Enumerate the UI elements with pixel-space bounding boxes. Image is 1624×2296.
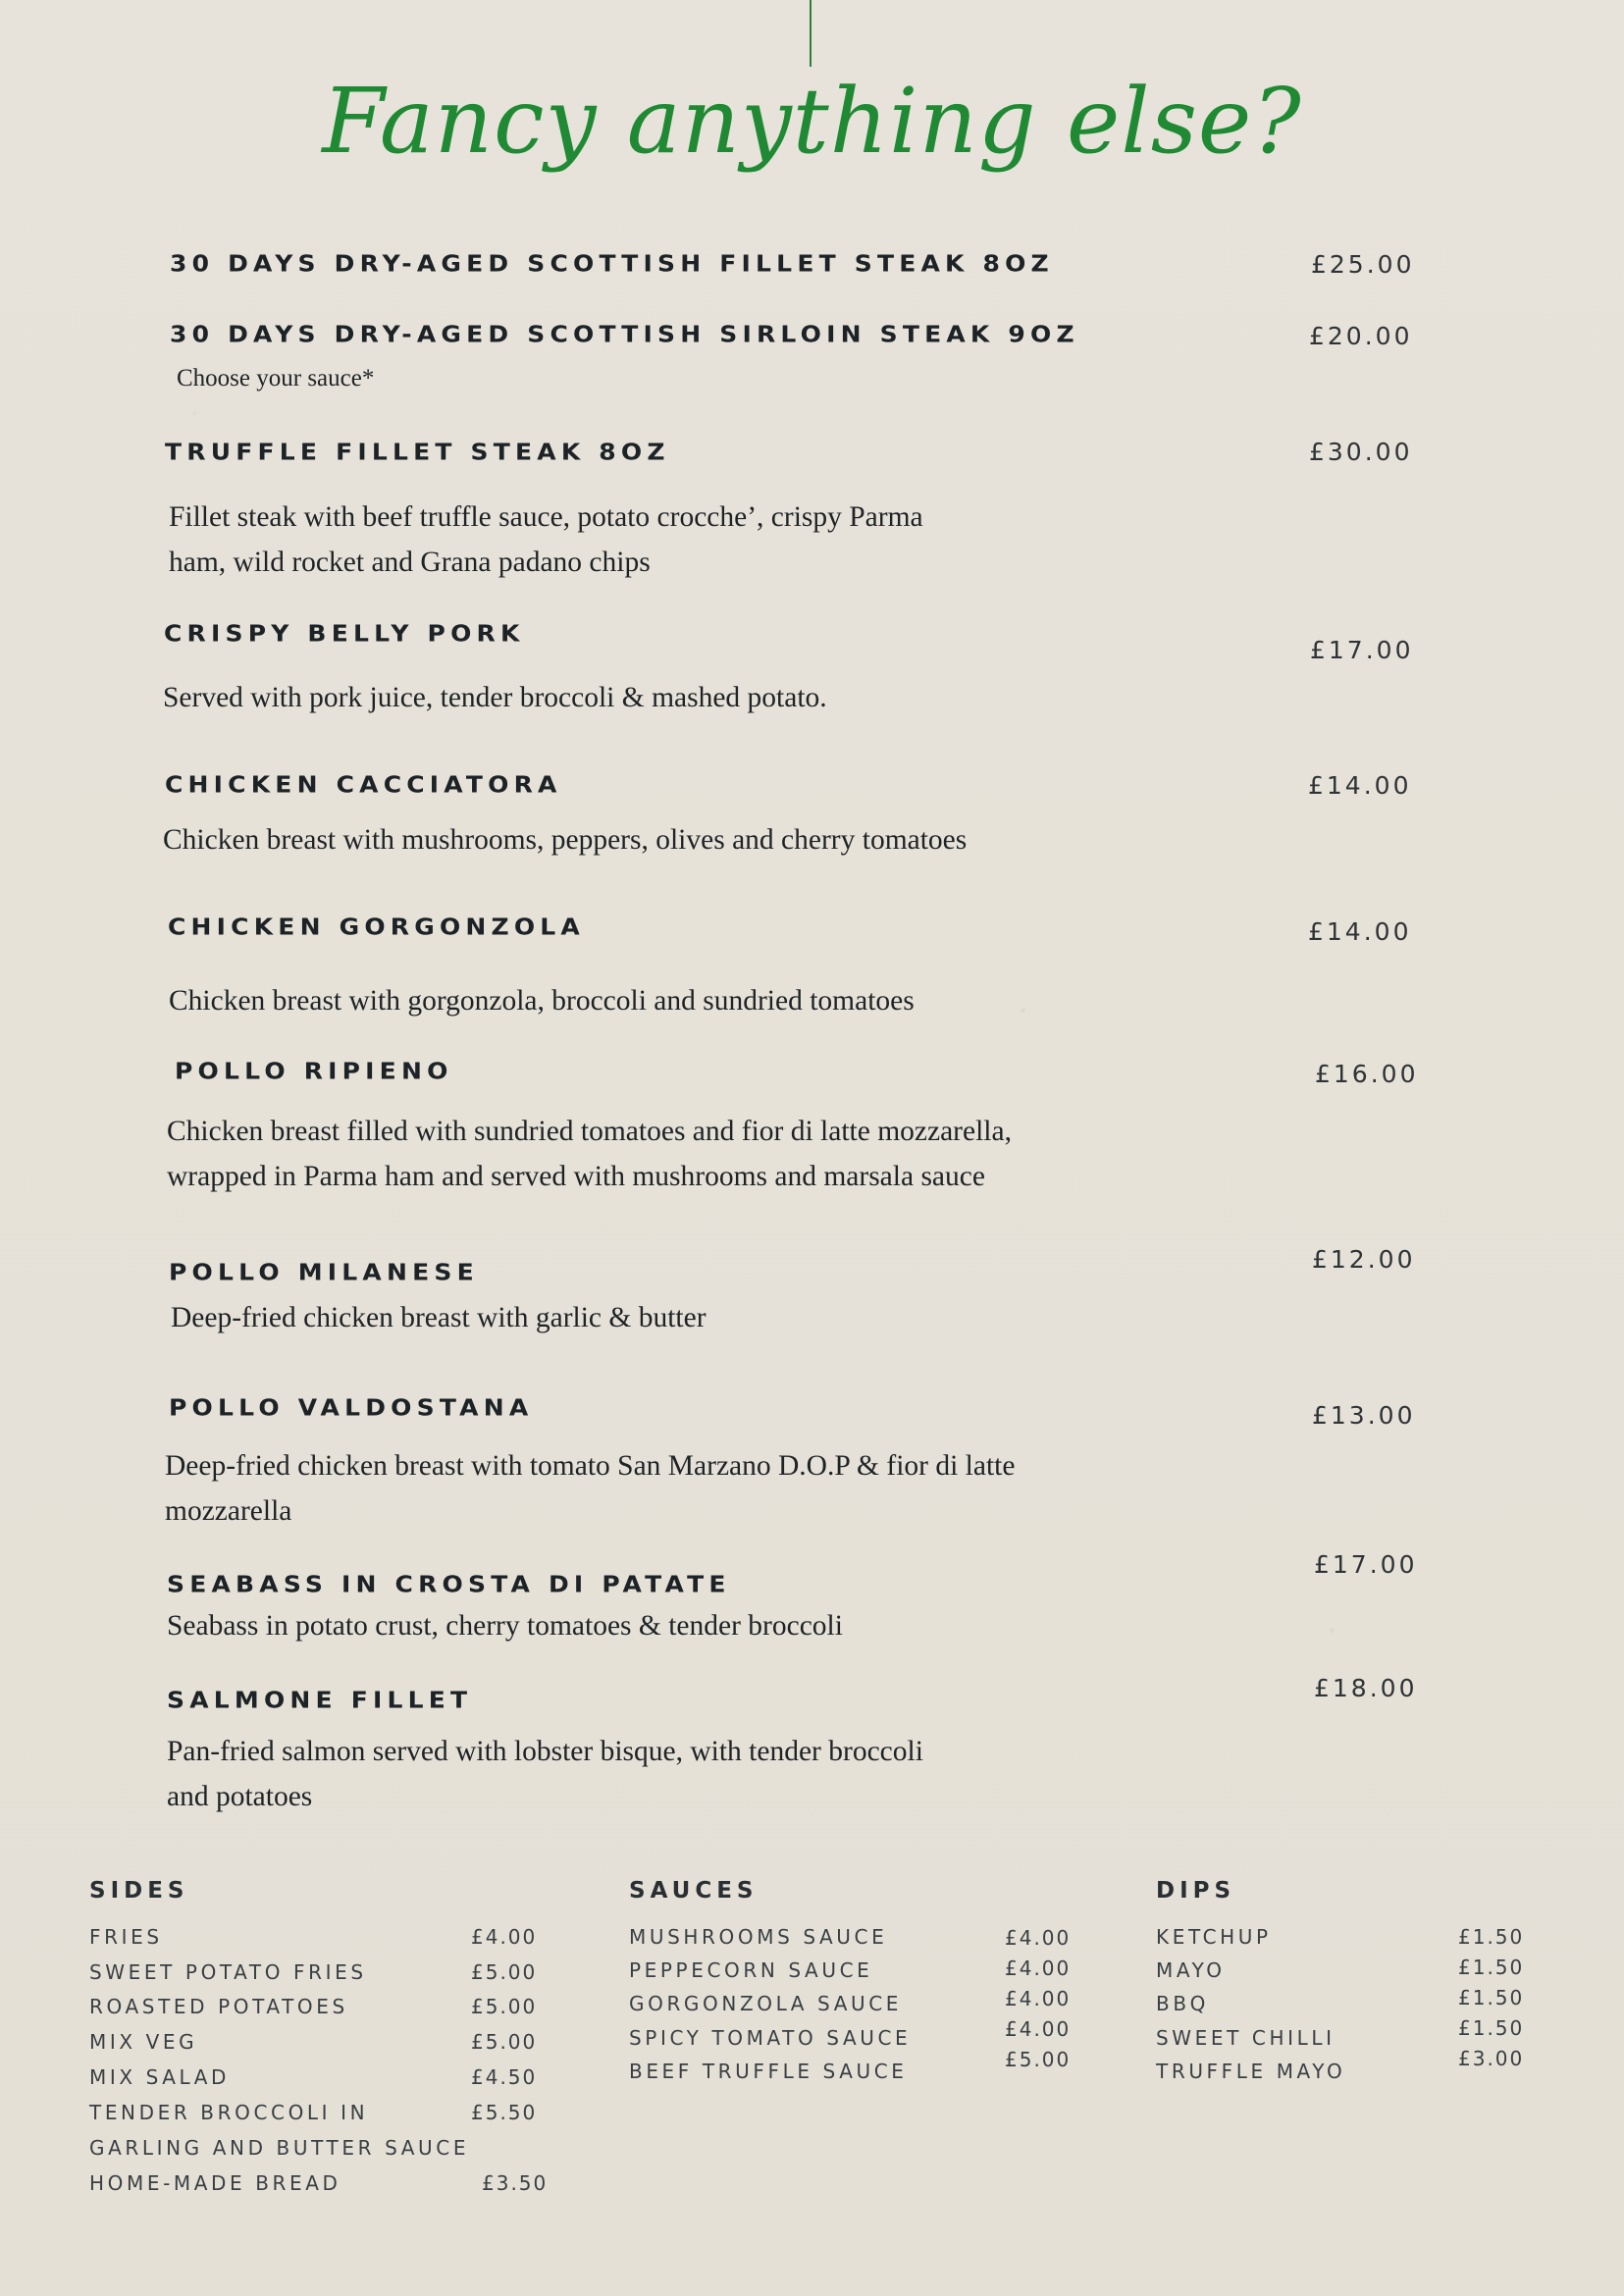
side-price: £5.00 bbox=[471, 2030, 538, 2054]
item-name-seabass: SEABASS IN CROSTA DI PATATE bbox=[167, 1571, 731, 1597]
dip-item: BBQ bbox=[1156, 1992, 1209, 2015]
item-name-chicken-gorgonzola: CHICKEN GORGONZOLA bbox=[168, 913, 585, 940]
dip-price: £1.50 bbox=[1458, 1956, 1525, 1979]
side-item: MIX VEG bbox=[89, 2030, 198, 2054]
sauce-price: £4.00 bbox=[1005, 1926, 1072, 1950]
sauce-price: £4.00 bbox=[1005, 2017, 1072, 2041]
item-price-chicken-gorgonzola: £14.00 bbox=[1308, 917, 1412, 946]
item-desc-chicken-cacciatora: Chicken breast with mushrooms, peppers, olives and cherry tomatoes bbox=[163, 824, 968, 856]
dips-heading: DIPS bbox=[1156, 1878, 1236, 1904]
dip-item: SWEET CHILLI bbox=[1156, 2026, 1336, 2050]
side-price: £4.50 bbox=[471, 2065, 538, 2089]
dip-price: £1.50 bbox=[1458, 2016, 1525, 2040]
sauce-price: £4.00 bbox=[1005, 1987, 1072, 2010]
item-desc-salmone-fillet: Pan-fried salmon served with lobster bisque, with tender broccoli bbox=[167, 1736, 923, 1767]
side-item: GARLING AND BUTTER SAUCE bbox=[89, 2136, 470, 2160]
sauce-item: PEPPECORN SAUCE bbox=[629, 1958, 873, 1982]
item-desc-salmone-fillet-2: and potatoes bbox=[167, 1781, 313, 1812]
item-name-pollo-ripieno: POLLO RIPIENO bbox=[175, 1058, 453, 1084]
item-desc-pollo-milanese: Deep-fried chicken breast with garlic & butter bbox=[171, 1302, 707, 1333]
side-item: ROASTED POTATOES bbox=[89, 1995, 348, 2018]
side-item: FRIES bbox=[89, 1925, 163, 1949]
dip-price: £1.50 bbox=[1458, 1925, 1525, 1949]
sauces-heading: SAUCES bbox=[629, 1878, 759, 1904]
sauce-item: SPICY TOMATO SAUCE bbox=[629, 2026, 912, 2050]
sauce-note: Choose your sauce* bbox=[177, 365, 375, 391]
item-price-fillet-steak: £25.00 bbox=[1311, 250, 1415, 279]
side-price: £4.00 bbox=[471, 1925, 538, 1949]
item-price-chicken-cacciatora: £14.00 bbox=[1308, 771, 1412, 800]
side-price: £5.00 bbox=[471, 1995, 538, 2018]
dip-item: MAYO bbox=[1156, 1958, 1226, 1982]
sauce-price: £5.00 bbox=[1005, 2048, 1072, 2071]
item-desc-truffle-fillet: Fillet steak with beef truffle sauce, potato crocche’, crispy Parma bbox=[169, 501, 923, 533]
dip-item: TRUFFLE MAYO bbox=[1156, 2060, 1346, 2083]
dip-price: £1.50 bbox=[1458, 1986, 1525, 2009]
sauce-item: GORGONZOLA SAUCE bbox=[629, 1992, 903, 2015]
item-desc-pollo-valdostana: Deep-fried chicken breast with tomato San Marzano D.O.P & fior di latte bbox=[165, 1450, 1016, 1482]
side-price: £5.50 bbox=[471, 2101, 538, 2124]
dip-item: KETCHUP bbox=[1156, 1925, 1272, 1949]
item-name-fillet-steak: 30 DAYS DRY-AGED SCOTTISH FILLET STEAK 8OZ bbox=[170, 250, 1054, 277]
item-price-sirloin-steak: £20.00 bbox=[1309, 322, 1413, 350]
item-price-belly-pork: £17.00 bbox=[1310, 636, 1414, 664]
side-item: TENDER BROCCOLI IN bbox=[89, 2101, 369, 2124]
item-desc-truffle-fillet-2: ham, wild rocket and Grana padano chips bbox=[169, 547, 651, 578]
item-name-pollo-valdostana: POLLO VALDOSTANA bbox=[169, 1394, 534, 1421]
item-desc-pollo-ripieno-2: wrapped in Parma ham and served with mushrooms and marsala sauce bbox=[167, 1161, 985, 1192]
page-title: Fancy anything else? bbox=[322, 69, 1302, 174]
side-item: SWEET POTATO FRIES bbox=[89, 1960, 367, 1984]
item-desc-pollo-ripieno: Chicken breast filled with sundried tomatoes and fior di latte mozzarella, bbox=[167, 1116, 1012, 1147]
side-price: £5.00 bbox=[471, 1960, 538, 1984]
item-price-salmone-fillet: £18.00 bbox=[1314, 1674, 1418, 1702]
sauce-item: MUSHROOMS SAUCE bbox=[629, 1925, 888, 1949]
item-desc-seabass: Seabass in potato crust, cherry tomatoes & tender broccoli bbox=[167, 1610, 843, 1642]
side-item: MIX SALAD bbox=[89, 2065, 231, 2089]
side-price: £3.50 bbox=[482, 2171, 549, 2195]
item-price-pollo-milanese: £12.00 bbox=[1312, 1245, 1416, 1274]
item-name-belly-pork: CRISPY BELLY PORK bbox=[164, 620, 525, 647]
item-name-truffle-fillet: TRUFFLE FILLET STEAK 8OZ bbox=[165, 439, 670, 465]
item-desc-belly-pork: Served with pork juice, tender broccoli & mashed potato. bbox=[163, 682, 827, 713]
item-name-salmone-fillet: SALMONE FILLET bbox=[167, 1687, 473, 1713]
sides-heading: SIDES bbox=[89, 1878, 189, 1904]
item-price-truffle-fillet: £30.00 bbox=[1309, 438, 1413, 466]
item-price-pollo-valdostana: £13.00 bbox=[1312, 1401, 1416, 1430]
dip-price: £3.00 bbox=[1458, 2047, 1525, 2070]
side-item: HOME-MADE BREAD bbox=[89, 2171, 341, 2195]
sauce-item: BEEF TRUFFLE SAUCE bbox=[629, 2060, 908, 2083]
item-name-chicken-cacciatora: CHICKEN CACCIATORA bbox=[165, 771, 562, 798]
top-divider bbox=[810, 0, 812, 67]
item-name-pollo-milanese: POLLO MILANESE bbox=[169, 1259, 479, 1285]
item-price-seabass: £17.00 bbox=[1314, 1550, 1418, 1579]
item-desc-chicken-gorgonzola: Chicken breast with gorgonzola, broccoli and sundried tomatoes bbox=[169, 985, 915, 1017]
sauce-price: £4.00 bbox=[1005, 1957, 1072, 1980]
item-desc-pollo-valdostana-2: mozzarella bbox=[165, 1495, 292, 1527]
item-name-sirloin-steak: 30 DAYS DRY-AGED SCOTTISH SIRLOIN STEAK 9OZ bbox=[170, 321, 1079, 347]
item-price-pollo-ripieno: £16.00 bbox=[1315, 1060, 1419, 1088]
